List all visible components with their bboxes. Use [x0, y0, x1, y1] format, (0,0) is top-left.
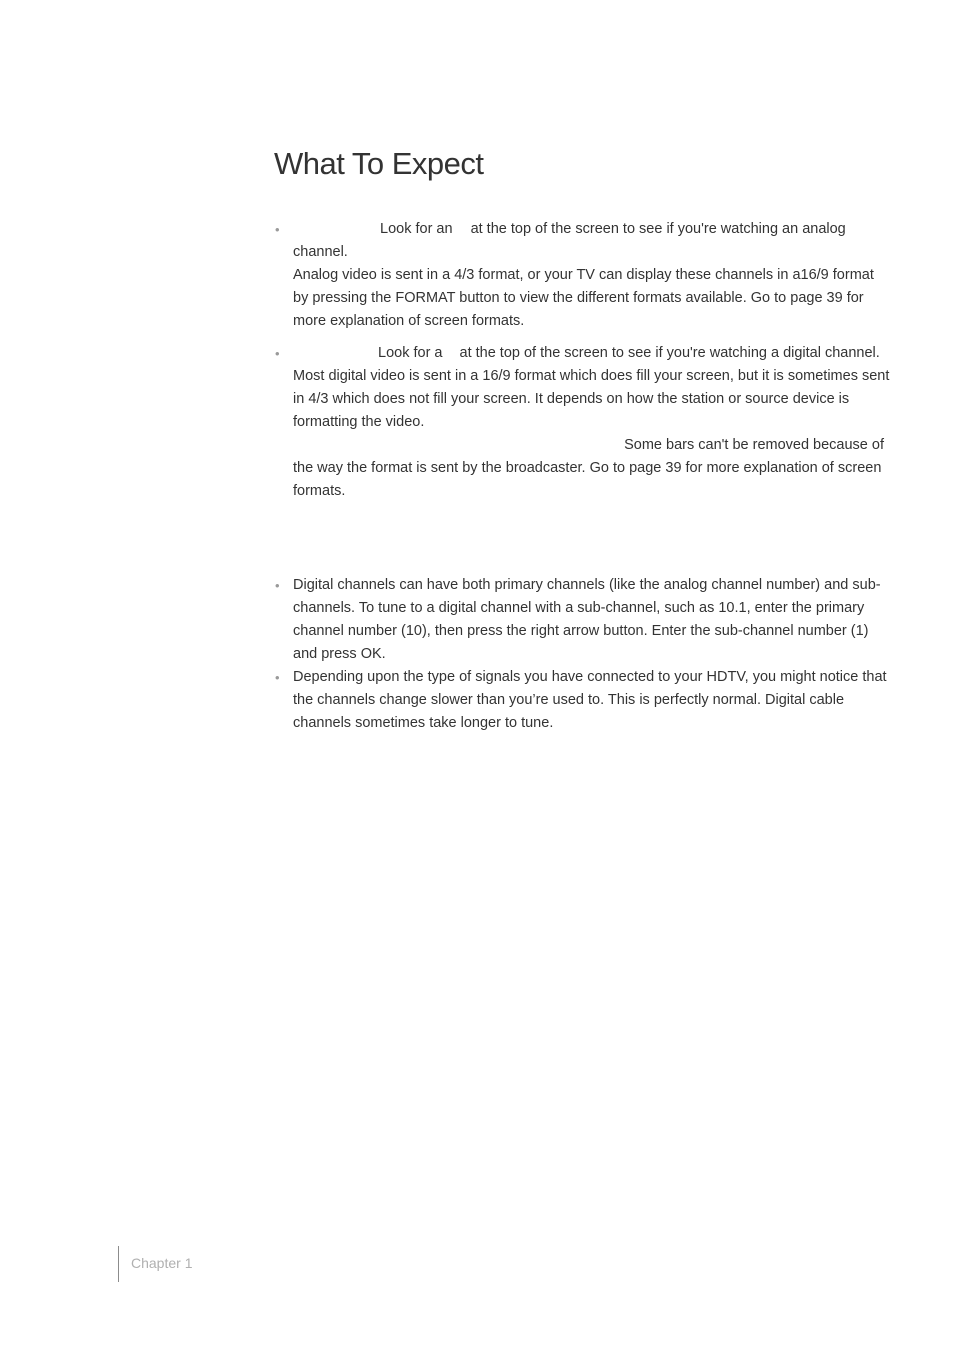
- analog-paragraph-1: [293, 218, 891, 264]
- list-item-analog: [275, 218, 891, 333]
- subchannels-text: Digital channels can have both primary channels (like the analog channel number) and sub-channels. To tune to a digital channel with a sub-channel, such as 10.1, enter the primary channel number (10), then press the right arrow button. Enter the sub-channel number (1) and press OK.: [293, 577, 881, 662]
- bullet-icon: •: [275, 346, 280, 361]
- tuning-speed-text: Depending upon the type of signals you have connected to your HDTV, you might notice that the channels change slower than you’re used to. This is perfectly normal. Digital cable channels sometimes take longer to tune.: [293, 669, 887, 731]
- list-item-tuning-speed: [275, 666, 891, 735]
- bullet-icon: •: [275, 670, 280, 685]
- digital-paragraph-1: [293, 342, 891, 365]
- digital-line1-start: Look for a: [378, 345, 443, 361]
- analog-line1-start: Look for an: [380, 221, 453, 237]
- analog-line1-end: at the top of the screen to see if you're watching an analog channel.: [293, 221, 846, 260]
- digital-paragraph-2: Most digital video is sent in a 16/9 format which does fill your screen, but it is sometimes sent in 4/3 which does not fill your screen. It depends on how the station or source device is formatting the video.: [293, 368, 890, 430]
- digital-line1-end: at the top of the screen to see if you're watching a digital channel.: [459, 345, 880, 361]
- expectations-list: [275, 218, 891, 503]
- page-title: What To Expect: [274, 146, 484, 181]
- footer-chapter-label: Chapter 1: [131, 1255, 193, 1271]
- list-item-subchannels: [275, 574, 891, 666]
- bullet-icon: •: [275, 222, 280, 237]
- digital-paragraph-3-rest: the way the format is sent by the broadcaster. Go to page 39 for more explanation of screen formats.: [293, 460, 882, 499]
- digital-paragraph-3-start: Some bars can't be removed because of: [624, 437, 884, 453]
- analog-paragraph-2: Analog video is sent in a 4/3 format, or your TV can display these channels in a16/9 format by pressing the FORMAT button to view the different formats available. Go to page 39 for more explanation of screen formats.: [293, 267, 874, 329]
- list-item-digital: [275, 342, 891, 503]
- footer-divider: [118, 1246, 119, 1282]
- bullet-icon: •: [275, 578, 280, 593]
- digital-channels-list: [275, 574, 891, 735]
